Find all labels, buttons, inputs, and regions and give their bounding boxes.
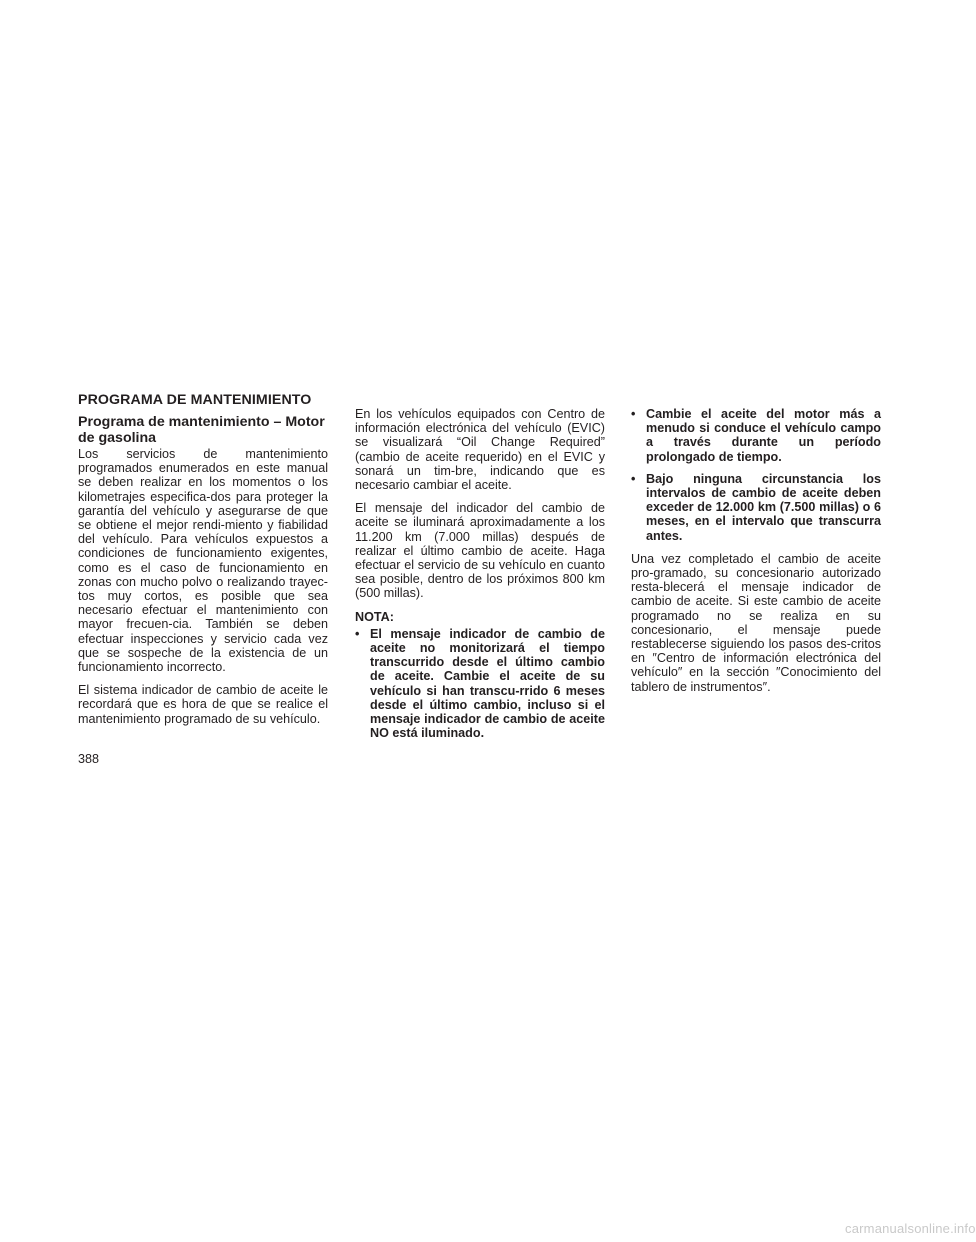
note-bullet-list (355, 627, 605, 741)
paragraph-maintenance-intro: Los servicios de mantenimiento programados enumerados en este manual se deben realizar en los momentos o los kilometrajes especifica-dos para proteger la garantía del vehículo y asegurarse de que se obtiene el mejor rendi-miento y fiabilidad del vehículo. Para vehículos expuestos a condiciones de funcionamiento exigentes, como es el caso de funcionamiento en zonas con mucho polvo o realizando trayec-tos muy cortos, es posible que sea necesario efectuar el mantenimiento con mayor frecuen-cia. También se deben efectuar inspecciones y servicio cada vez que se sospeche de la existencia de un funcionamiento incorrecto. (78, 447, 328, 675)
note-bullet-text: Cambie el aceite del motor más a menudo si conduce el vehículo campo a través durante un período prolongado de tiempo. (646, 407, 881, 464)
note-bullet-item (355, 627, 605, 741)
paragraph-oil-message-mileage: El mensaje del indicador del cambio de aceite se iluminará aproximadamente a los 11.200 km (7.000 millas) después de realizar el último cambio de aceite. Haga efectuar el servicio de su vehículo en cuanto sea posible, dentro de los próximos 800 km (500 millas). (355, 501, 605, 601)
note-bullet-text: Bajo ninguna circunstancia los intervalos de cambio de aceite deben exceder de 12.000 km (7.500 millas) o 6 meses, en el intervalo que transcurra antes. (646, 471, 881, 543)
bullet-icon: • (631, 471, 636, 486)
section-title: PROGRAMA DE MANTENIMIENTO (78, 392, 312, 408)
bullet-icon: • (355, 626, 360, 641)
note-bullet-list-continued (631, 407, 881, 543)
column-left (78, 392, 328, 735)
paragraph-reset-indicator: Una vez completado el cambio de aceite pro-gramado, su concesionario autorizado resta-blecerá el mensaje indicador de cambio de aceite. Si este cambio de aceite programado no se realiza en su concesionario, el mensaje puede restablecerse siguiendo los pasos des-critos en ″Centro de información electrónica del vehículo″ en la sección ″Conocimiento del tablero de instrumentos″. (631, 551, 881, 694)
column-right (631, 407, 881, 703)
note-label: NOTA: (355, 609, 394, 624)
note-bullet-item (631, 472, 881, 543)
note-bullet-text: El mensaje indicador de cambio de aceite no monitorizará el tiempo transcurrido desde el último cambio de aceite. Cambie el aceite de su vehículo si han transcu-rrido 6 meses desde el último cambio, incluso si el mensaje indicador de cambio de aceite NO está iluminado. (370, 626, 605, 741)
subsection-title: Programa de mantenimiento – Motor de gasolina (78, 414, 325, 446)
note-bullet-item (631, 407, 881, 464)
paragraph-evic-message: En los vehículos equipados con Centro de información electrónica del vehículo (EVIC) se visualizará “Oil Change Required” (cambio de aceite requerido) en el EVIC y sonará un tim-bre, indicando que es necesario cambiar el aceite. (355, 407, 605, 493)
page-number: 388 (78, 752, 100, 766)
column-middle (355, 407, 605, 749)
bullet-icon: • (631, 407, 636, 421)
paragraph-oil-indicator-system: El sistema indicador de cambio de aceite le recordará que es hora de que se realice el mantenimiento programado de su vehículo. (78, 683, 328, 726)
watermark: carmanualsonline.info (845, 1221, 976, 1236)
